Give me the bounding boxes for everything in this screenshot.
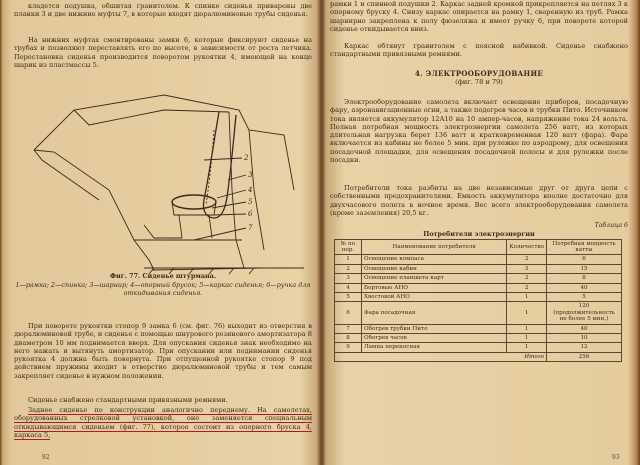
table-row [335,293,622,302]
row-number: 2 [335,264,362,273]
table-header-row [335,239,622,255]
table-row [335,324,622,333]
right-page-number: 93 [612,454,620,461]
callout-6: 6 [248,210,253,218]
gutter-shadow [316,0,326,465]
left-paragraph-4: Сиденье снабжено стандартными привязными ремнями. [28,396,228,404]
table-row [335,255,622,264]
row-power: 15 [547,264,622,273]
header-quantity: Количество [507,239,547,255]
table-row [335,302,622,324]
header-power: Потребная мощность ватты [547,239,622,255]
seat-drawing [14,90,312,275]
table-body [335,255,622,352]
table-row [335,283,622,292]
row-number: 7 [335,324,362,333]
left-top-paragraph: кладется подушка, обшитая гранитолем. К спинке сиденья приварены две планки 3 и две нижние муфты 7, в которые входят дюралюминовые трубы сиденья. [14,2,312,19]
table-row [335,334,622,343]
row-power: 6 [547,255,622,264]
row-power: 5 [547,293,622,302]
row-quantity: 2 [507,255,547,264]
consumer-name: Освещение планшета карт [362,274,507,283]
table-title: Потребители электроэнергии [423,230,535,239]
consumer-name: Освещение компаса [362,255,507,264]
row-quantity: 1 [507,343,547,352]
callout-3: 3 [248,171,253,179]
section-title: 4. ЭЛЕКТРООБОРУДОВАНИЕ [415,69,543,78]
row-number: 9 [335,343,362,352]
consumer-name: Хвостовой АНО [362,293,507,302]
row-power: 40 [547,283,622,292]
total-value: 256 [547,352,622,361]
row-power: 10 [547,334,622,343]
table-total-row [335,352,622,361]
figure-caption [14,272,312,297]
consumer-name: Обогрев часов [362,334,507,343]
row-power: 120 (продолжительность не более 5 мин.) [547,302,622,324]
callout-7: 7 [248,224,253,232]
row-quantity: 1 [507,302,547,324]
consumer-name: Лампа переносная [362,343,507,352]
left-paragraph-3: При повороте рукоятки стопор 9 замка 6 (см. фиг. 76) выходит из отверстия в дюралюминовой трубе, и сиденье с помощью шнурового резинового амортизатора 8 диаметром 10 мм поднимается вверх. Для опускания сиденья знак необходимо на него нажать и вытянуть амортизатор. При опускании или поднимании сиденья рукоятка 4 должна быть повернута. При отпущенной рукоятке стопор 9 под действием пружины входит в отверстие дюралюминовой трубы и тем самым закрепляет сиденье в нужном положении. [14,322,312,380]
section-header [330,70,628,87]
table-row [335,264,622,273]
row-power: 40 [547,324,622,333]
row-number: 8 [335,334,362,343]
row-power: 12 [547,343,622,352]
total-label: Итого [335,352,547,361]
consumer-name: Фара посадочная [362,302,507,324]
row-quantity: 2 [507,274,547,283]
left-page-number: 92 [42,454,50,461]
row-number: 4 [335,283,362,292]
power-consumers-table [334,239,622,363]
table-row [335,274,622,283]
callout-2: 2 [244,154,249,162]
header-number: № по пор. [335,239,362,255]
row-quantity: 1 [507,293,547,302]
table-row [335,343,622,352]
left-paragraph-2: На нижних муфтах смонтированы замки 6, которые фиксируют сиденье на трубах и позволяют переставлять его по высоте, в зависимости от роста летчика. Перестановка сиденья производится поворотом рукоятки 4, имеющей на конце шарик из пластмассы 5. [14,36,312,69]
underlined-paragraph [14,406,312,439]
table-block [330,222,628,362]
row-quantity: 3 [507,264,547,273]
right-page [330,0,628,465]
right-top-paragraph: рамки 1 и спинной подушки 2. Каркас задней кромкой прикрепляется на петлях 3 к опорному бруску 4. Снизу каркас опирается на рамку 1, сваренную из труб. Рамка шарнирно закреплена к полу фюзеляжа и имеет ручку 6, при повороте которой сиденье откидывается вниз. [330,0,628,33]
header-name: Наименование потребителя [362,239,507,255]
row-quantity: 1 [507,324,547,333]
underlined-text: Заднее сиденье по конструкции аналогично переднему. На самолетах, оборудованных стрелковой установкой, оно заменяется специальным откидывающимся сиденьем (фиг. 77), которое состоит из опорного бруска 4, каркаса 5, [14,406,312,439]
row-quantity: 1 [507,334,547,343]
row-number: 1 [335,255,362,264]
left-page [14,0,312,465]
right-paragraph-3: Электрооборудование самолета включает освещение приборов, посадочную фару, аэронавигационные огни, а также подогрев часов и трубки Пито. Источником тока является аккумулятор 12А10 на 10 ампер-часов, напряжение тока 24 вольта. Полная потребная мощность электроэнергии самолета 256 ватт, из которых длительная нагрузка берет 136 ватт и кратковременная 120 ватт (фара). Фара включается из кабины не более 5 мин. при рулежке по аэродрому, для освещения посадочной площадки, для освещения посадочной полосы и для рулежки после посадки. [330,98,628,165]
figure-legend: 1—рамка; 2—спинка; 3—шарнир; 4—опорный брусок; 5—каркас сиденья; 6—ручка для откидывания сиденья. [15,281,311,297]
right-paragraph-2: Каркас обтянут гранитолем с поясной набивкой. Сиденье снабжено стандартными привязными ремнями. [330,42,628,59]
table-label: Таблица 6 [594,222,628,229]
figure-caption-title: Фиг. 77. Сиденье штурмана. [109,272,217,280]
right-paragraph-4: Потребители тока разбиты на две независимые друг от друга цепи с собственными предохранителями. Емкость аккумулятора вполне достаточно для двухчасового полета в ночное время. Вес всего электрооборудования самолета (кроме заземления) 20,5 кг. [330,184,628,217]
section-reference: (фиг. 78 и 79) [455,78,503,87]
row-power: 8 [547,274,622,283]
callout-5: 5 [248,198,253,206]
consumer-name: Бортовые АНО [362,283,507,292]
row-number: 6 [335,302,362,324]
row-number: 3 [335,274,362,283]
row-quantity: 2 [507,283,547,292]
row-number: 5 [335,293,362,302]
callout-4: 4 [248,186,253,194]
consumer-name: Освещение кабин [362,264,507,273]
consumer-name: Обогрев трубки Пито [362,324,507,333]
